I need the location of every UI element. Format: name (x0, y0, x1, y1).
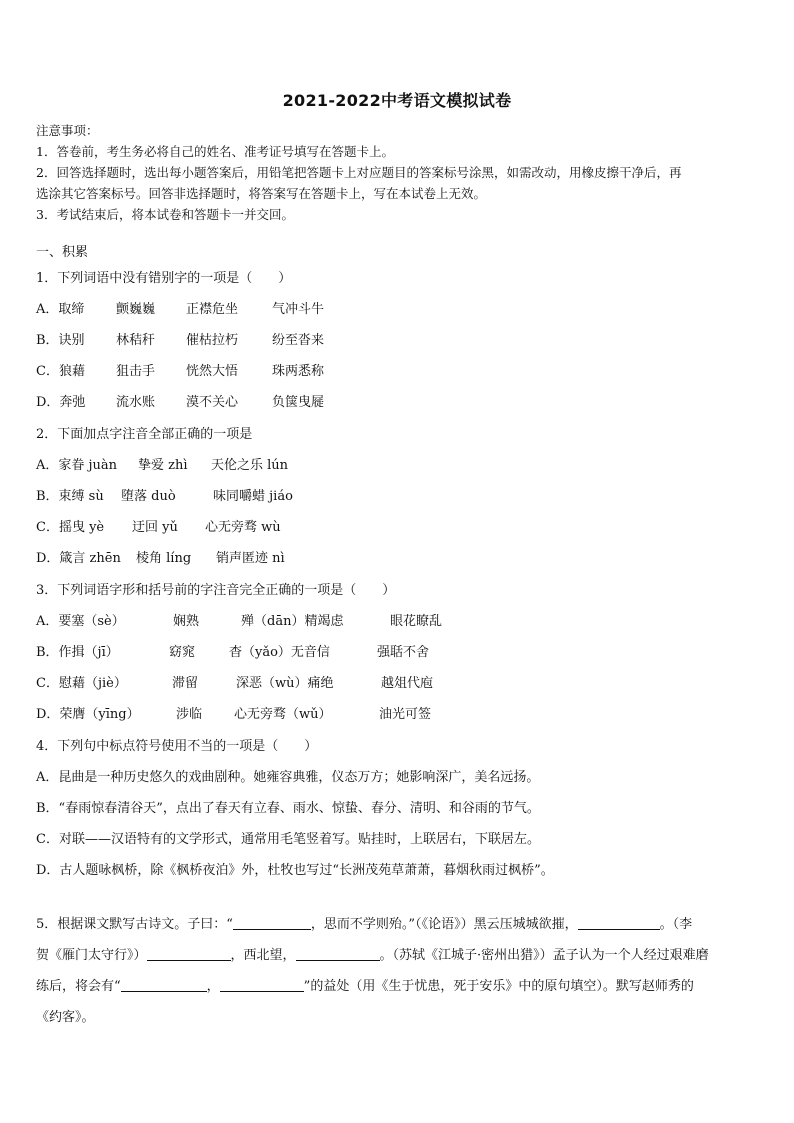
question-5-line (36, 976, 694, 998)
option-cell: 棱角 líng (136, 551, 192, 566)
answer-blank[interactable] (220, 977, 304, 992)
option-cell: 恍然大悟 (186, 364, 239, 379)
question-4-option-c: C．对联——汉语特有的文学形式，通常用毛笔竖着写。贴挂时，上联居右，下联居左。 (36, 832, 540, 847)
notice-block (36, 120, 766, 225)
option-cell: 颤巍巍 (116, 302, 156, 317)
option-cell: A．家眷 juàn (36, 458, 118, 473)
option-cell: 味同嚼蜡 jiáo (213, 489, 293, 504)
option-cell: 漠不关心 (186, 395, 239, 410)
option-cell: 狙击手 (116, 364, 156, 379)
answer-blank[interactable] (296, 946, 380, 961)
answer-blank[interactable] (121, 977, 207, 992)
q5-text: ，思而不学则殆。”（《论语》）黑云压城城欲摧， (310, 917, 578, 932)
option-cell: 负箧曳屣 (272, 395, 325, 410)
option-cell: D．奔弛 (36, 395, 86, 410)
page-title: 2021-2022中考语文模拟试卷 (282, 91, 512, 110)
option-cell: D．荣膺（yīng） (36, 707, 140, 722)
option-cell: 殚（dān）精竭虑 (241, 614, 344, 629)
question-4-stem: 4．下列句中标点符号使用不当的一项是（ ） (36, 739, 318, 754)
notice-item: 2．回答选择题时，选出每小题答案后，用铅笔把答题卡上对应题目的答案标号涂黑，如需改动，用橡皮擦干净后，再 (36, 165, 682, 180)
option-cell: 眼花瞭乱 (390, 614, 443, 629)
question-3-option-c (36, 673, 433, 695)
option-cell: 涉临 (176, 707, 203, 722)
question-4-option-d: D．古人题咏枫桥，除《枫桥夜泊》外，杜牧也写过“长洲茂苑草萧萧，暮烟秋雨过枫桥”。 (36, 863, 554, 878)
question-2-option-d (36, 548, 285, 570)
q5-text: 贺《雁门太守行》） (36, 948, 147, 963)
notice-item: 3．考试结束后，将本试卷和答题卡一并交回。 (36, 207, 294, 222)
question-3-stem: 3．下列词语字形和括号前的字注音完全正确的一项是（ ） (36, 583, 396, 598)
notice-item: 选涂其它答案标号。回答非选择题时，将答案写在答题卡上，写在本试卷上无效。 (36, 186, 487, 201)
option-cell: 销声匿迹 nì (216, 551, 285, 566)
section-heading: 一、积累 (36, 245, 89, 260)
question-5-line: 《约客》。 (36, 1010, 95, 1025)
q5-text: ”的益处（用《生于忧患，死于安乐》中的原句填空）。默写赵师秀的 (303, 979, 694, 994)
option-cell: 林秸秆 (116, 333, 156, 348)
question-2-option-a (36, 455, 288, 477)
question-2-option-b (36, 486, 293, 508)
option-cell: B．束缚 sù (36, 489, 104, 504)
option-cell: 纷至沓来 (272, 333, 325, 348)
q5-text: 练后，将会有“ (36, 979, 121, 994)
question-1-option-a (36, 299, 324, 321)
option-cell: 堕落 duò (121, 489, 176, 504)
answer-blank[interactable] (233, 915, 311, 930)
option-cell: C．慰藉（jiè） (36, 676, 127, 691)
question-4-option-b: B．“春雨惊春清谷天”，点出了春天有立春、雨水、惊蛰、春分、清明、和谷雨的节气。 (36, 801, 540, 816)
option-cell: 催枯拉朽 (186, 333, 239, 348)
q5-text: 5．根据课文默写古诗文。子曰：“ (36, 917, 233, 932)
option-cell: D．箴言 zhēn (36, 551, 121, 566)
question-1-option-b (36, 330, 324, 352)
option-cell: 迂回 yǔ (132, 520, 178, 535)
option-cell: 天伦之乐 lún (211, 458, 289, 473)
question-3-option-b (36, 642, 429, 664)
option-cell: B．诀别 (36, 333, 85, 348)
question-2-stem: 2．下面加点字注音全部正确的一项是 (36, 427, 253, 442)
answer-blank[interactable] (578, 915, 660, 930)
option-cell: 心无旁骛（wǔ） (234, 707, 332, 722)
question-1-option-d (36, 392, 324, 414)
option-cell: 正襟危坐 (186, 302, 239, 317)
q5-text: 。（李 (659, 917, 693, 932)
option-cell: A．要塞（sè） (36, 614, 125, 629)
option-cell: 挚爱 zhì (138, 458, 188, 473)
option-cell: A．取缔 (36, 302, 85, 317)
notice-heading: 注意事项： (36, 123, 99, 138)
question-1-stem: 1．下列词语中没有错别字的一项是（ ） (36, 271, 292, 286)
option-cell: 越俎代庖 (381, 676, 434, 691)
option-cell: 珠两悉称 (272, 364, 325, 379)
option-cell: 深恶（wù）痛绝 (236, 676, 334, 691)
option-cell: 杳（yǎo）无音信 (229, 645, 330, 660)
option-cell: 气冲斗牛 (272, 302, 325, 317)
answer-blank[interactable] (147, 946, 231, 961)
question-3-option-a (36, 611, 442, 633)
q5-text: ，西北望， (230, 948, 296, 963)
option-cell: C．狼藉 (36, 364, 85, 379)
option-cell: B．作揖（jī） (36, 645, 119, 660)
question-5-line (36, 945, 709, 967)
option-cell: 强聒不舍 (377, 645, 430, 660)
q5-text: 。（苏轼《江城子·密州出猎》）孟子认为一个人经过艰难磨 (379, 948, 709, 963)
question-1-option-c (36, 361, 324, 383)
option-cell: 油光可签 (379, 707, 432, 722)
option-cell: 窈窕 (169, 645, 196, 660)
notice-item: 1．答卷前，考生务必将自己的姓名、准考证号填写在答题卡上。 (36, 144, 394, 159)
question-5-line (36, 914, 692, 936)
question-2-option-c (36, 517, 281, 539)
option-cell: 滞留 (172, 676, 199, 691)
question-4-option-a: A．昆曲是一种历史悠久的戏曲剧种。她雍容典雅，仪态万方；她影响深广，美名远扬。 (36, 770, 540, 785)
q5-text: ， (206, 979, 220, 994)
question-3-option-d (36, 704, 431, 726)
option-cell: 流水账 (116, 395, 156, 410)
option-cell: C．摇曳 yè (36, 520, 105, 535)
option-cell: 心无旁骛 wù (205, 520, 281, 535)
option-cell: 娴熟 (173, 614, 200, 629)
